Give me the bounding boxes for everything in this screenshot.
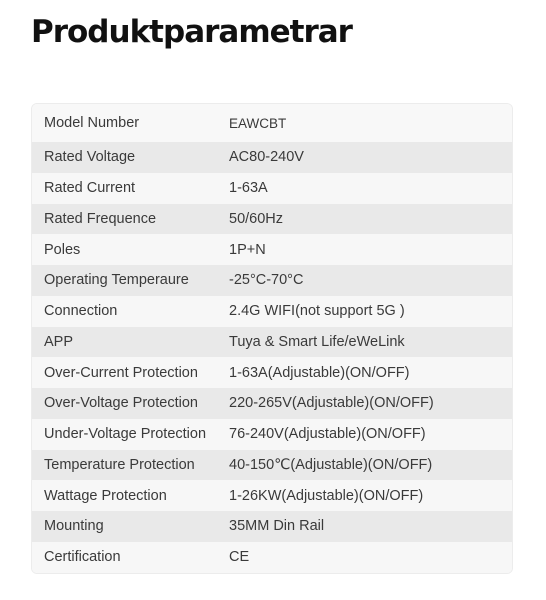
spec-row bbox=[32, 357, 512, 388]
spec-row bbox=[32, 511, 512, 542]
spec-label: Poles bbox=[44, 241, 81, 258]
spec-value: 1-26KW(Adjustable)(ON/OFF) bbox=[229, 487, 424, 504]
spec-label: Rated Frequence bbox=[44, 210, 157, 227]
spec-label: Over-Voltage Protection bbox=[44, 395, 198, 412]
spec-row bbox=[32, 204, 512, 235]
spec-value: 40-150℃(Adjustable)(ON/OFF) bbox=[229, 456, 433, 473]
spec-label: Rated Voltage bbox=[44, 149, 136, 166]
spec-value: -25°C-70°C bbox=[229, 272, 304, 289]
spec-row bbox=[32, 480, 512, 511]
spec-value: 220-265V(Adjustable)(ON/OFF) bbox=[229, 395, 434, 412]
spec-label: Certification bbox=[44, 549, 121, 566]
spec-value: Tuya & Smart Life/eWeLink bbox=[229, 333, 405, 350]
spec-value: 1-63A(Adjustable)(ON/OFF) bbox=[229, 364, 410, 381]
spec-value: AC80-240V bbox=[229, 149, 304, 166]
spec-row bbox=[32, 173, 512, 204]
spec-value: 2.4G WIFI(not support 5G ) bbox=[229, 303, 405, 320]
spec-label: Operating Temperaure bbox=[44, 272, 189, 289]
spec-row bbox=[32, 542, 512, 573]
spec-label: Model Number bbox=[44, 115, 140, 131]
spec-table bbox=[31, 103, 513, 574]
spec-value: EAWCBT bbox=[229, 115, 287, 131]
spec-row bbox=[32, 142, 512, 173]
spec-row bbox=[32, 265, 512, 296]
spec-label: Connection bbox=[44, 303, 118, 320]
spec-label: APP bbox=[44, 333, 74, 350]
spec-label: Temperature Protection bbox=[44, 456, 195, 473]
spec-label: Under-Voltage Protection bbox=[44, 426, 207, 443]
page-title: Produktparametrar bbox=[31, 14, 352, 50]
spec-value: 1-63A bbox=[229, 180, 268, 197]
spec-value: 35MM Din Rail bbox=[229, 518, 325, 535]
spec-row bbox=[32, 388, 512, 419]
spec-row bbox=[32, 296, 512, 327]
spec-value: 76-240V(Adjustable)(ON/OFF) bbox=[229, 426, 426, 443]
spec-label: Wattage Protection bbox=[44, 487, 167, 504]
spec-value: 50/60Hz bbox=[229, 210, 284, 227]
spec-row bbox=[32, 419, 512, 450]
spec-label: Mounting bbox=[44, 518, 104, 535]
spec-row bbox=[32, 234, 512, 265]
spec-row bbox=[32, 450, 512, 481]
spec-label: Rated Current bbox=[44, 180, 136, 197]
spec-row bbox=[32, 327, 512, 358]
spec-value: 1P+N bbox=[229, 241, 266, 258]
spec-label: Over-Current Protection bbox=[44, 364, 198, 381]
spec-value: CE bbox=[229, 549, 250, 566]
spec-row bbox=[32, 104, 512, 142]
